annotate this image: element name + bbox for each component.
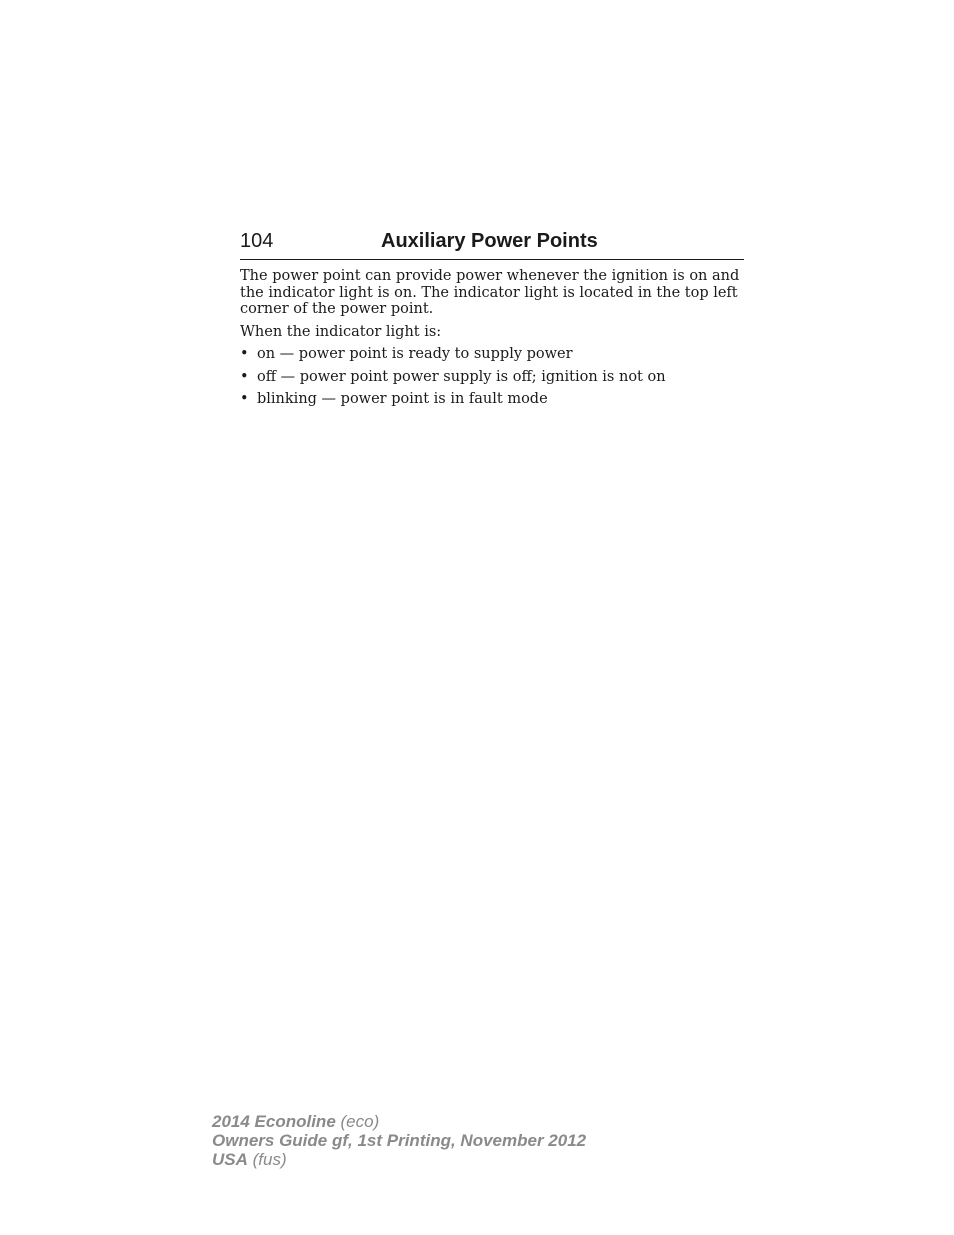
footer-printing: Owners Guide gf, 1st Printing, November 2012 [212, 1131, 587, 1150]
page-content [240, 268, 744, 414]
bullet-icon: • [240, 391, 249, 407]
bullet-icon: • [240, 346, 249, 362]
footer-model: 2014 Econoline [212, 1112, 336, 1131]
intro-paragraph: The power point can provide power whenever the ignition is on and the indicator light is on. The indicator light is located in the top left corner of the power point. [240, 268, 740, 317]
footer-region-code: (fus) [247, 1150, 287, 1169]
footer-region: USA [212, 1150, 248, 1169]
bullet-icon: • [240, 368, 249, 385]
list-item [240, 346, 744, 363]
section-title: Auxiliary Power Points [381, 230, 598, 252]
footer-line-model [212, 1112, 586, 1131]
indicator-paragraph: When the indicator light is: [240, 323, 442, 340]
footer-line-region [212, 1150, 586, 1169]
list-item-text: off — power point power supply is off; ignition is not on [257, 368, 666, 385]
list-item-text: on — power point is ready to supply power [257, 346, 573, 362]
list-item [240, 391, 744, 408]
page-footer [212, 1112, 586, 1169]
list-item [240, 369, 744, 386]
indicator-status-list [240, 346, 744, 408]
footer-line-printing [212, 1131, 586, 1150]
list-item-text: blinking — power point is in fault mode [257, 391, 548, 407]
page-number: 104 [240, 230, 274, 252]
footer-model-code: (eco) [335, 1112, 380, 1131]
page-header [240, 228, 744, 260]
